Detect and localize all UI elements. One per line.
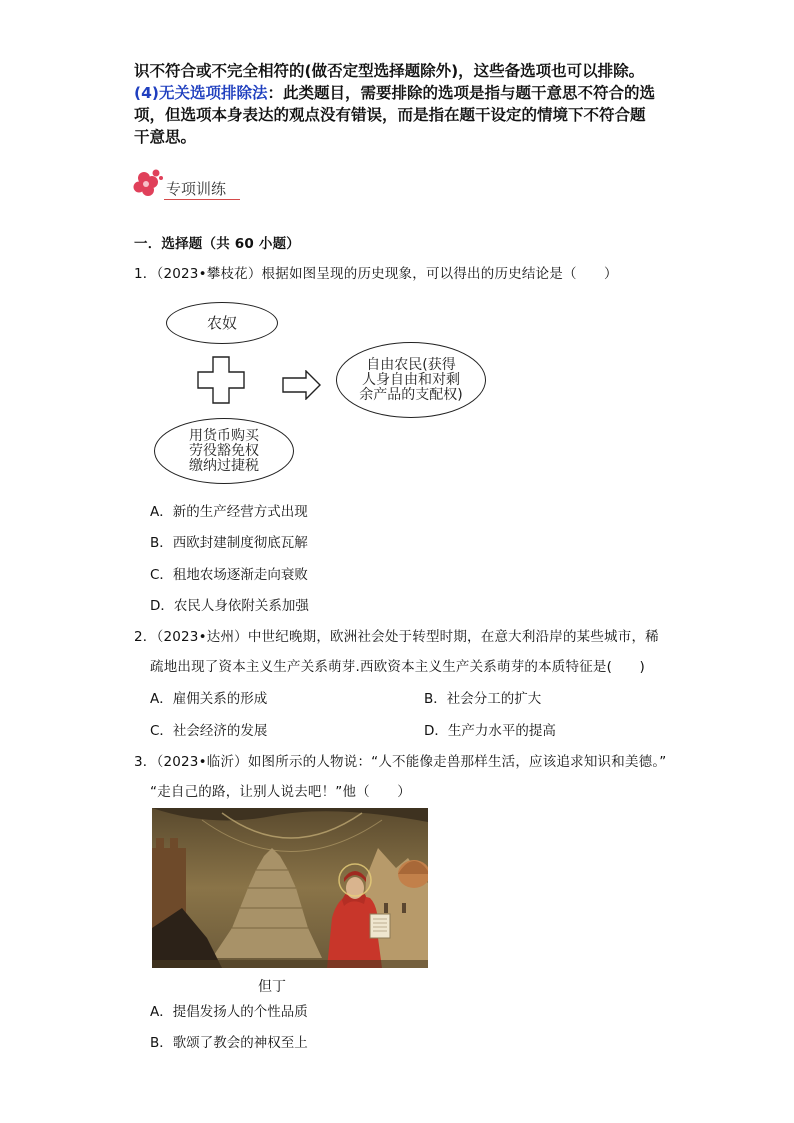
- question-1-option-b[interactable]: B．西欧封建制度彻底瓦解: [150, 535, 308, 551]
- money-ellipse: [154, 418, 294, 484]
- question-3-stem-line-1: 3．（2023•临沂）如图所示的人物说：“人不能像走兽那样生活，应该追求知识和美德。”: [134, 754, 667, 770]
- serf-ellipse: [166, 302, 278, 344]
- dante-painting: [152, 808, 428, 968]
- free-peasant-line-3: 余产品的支配权): [359, 386, 463, 403]
- question-3-option-b[interactable]: B．歌颂了教会的神权至上: [150, 1035, 308, 1051]
- intro-line-2: [134, 82, 655, 104]
- question-2-option-b[interactable]: B．社会分工的扩大: [424, 691, 542, 707]
- section-title: 专项训练: [166, 180, 227, 198]
- free-peasant-line-2: 人身自由和对剩: [362, 371, 460, 388]
- question-2-option-a[interactable]: A．雇佣关系的形成: [150, 691, 268, 707]
- painting-caption: 但丁: [258, 979, 286, 995]
- plus-icon: [197, 356, 245, 404]
- serf-label: 农奴: [206, 313, 237, 332]
- intro-line-3: 项，但选项本身表达的观点没有错误，而是指在题干设定的情境下不符合题: [134, 106, 646, 124]
- money-line-1: 用货币购买: [189, 427, 259, 444]
- question-2-option-d[interactable]: D．生产力水平的提高: [424, 723, 556, 739]
- question-1-option-a[interactable]: A．新的生产经营方式出现: [150, 504, 308, 520]
- question-2-stem-line-2: 疏地出现了资本主义生产关系萌芽.西欧资本主义生产关系萌芽的本质特征是( ): [150, 659, 645, 675]
- free-peasant-ellipse: [336, 342, 486, 418]
- question-1-option-c[interactable]: C．租地农场逐渐走向衰败: [150, 567, 308, 583]
- method-label: (4)无关选项排除法: [134, 84, 268, 102]
- arrow-right-icon: [282, 370, 322, 400]
- section-subtitle: 一．选择题（共 60 小题）: [134, 236, 300, 252]
- section-title-underline: [164, 199, 240, 200]
- flower-icon: [130, 166, 166, 202]
- question-1-option-d[interactable]: D．农民人身依附关系加强: [150, 598, 309, 614]
- method-rest: ：此类题目，需要排除的选项是指与题干意思不符合的选: [267, 84, 655, 102]
- question-2-option-c[interactable]: C．社会经济的发展: [150, 723, 268, 739]
- question-3-stem-line-2: “走自己的路，让别人说去吧！”他（ ）: [150, 784, 411, 800]
- money-line-3: 缴纳过捷税: [189, 457, 259, 474]
- question-1-stem: 1．（2023•攀枝花）根据如图呈现的历史现象，可以得出的历史结论是（ ）: [134, 266, 618, 282]
- intro-line-1: 识不符合或不完全相符的(做否定型选择题除外)，这些备选项也可以排除。: [134, 62, 645, 80]
- intro-line-4: 干意思。: [134, 128, 197, 146]
- question-3-option-a[interactable]: A．提倡发扬人的个性品质: [150, 1004, 308, 1020]
- free-peasant-line-1: 自由农民(获得: [366, 356, 456, 373]
- question-2-stem-line-1: 2．（2023•达州）中世纪晚期，欧洲社会处于转型时期，在意大利沿岸的某些城市，稀: [134, 629, 659, 645]
- money-line-2: 劳役豁免权: [189, 442, 259, 459]
